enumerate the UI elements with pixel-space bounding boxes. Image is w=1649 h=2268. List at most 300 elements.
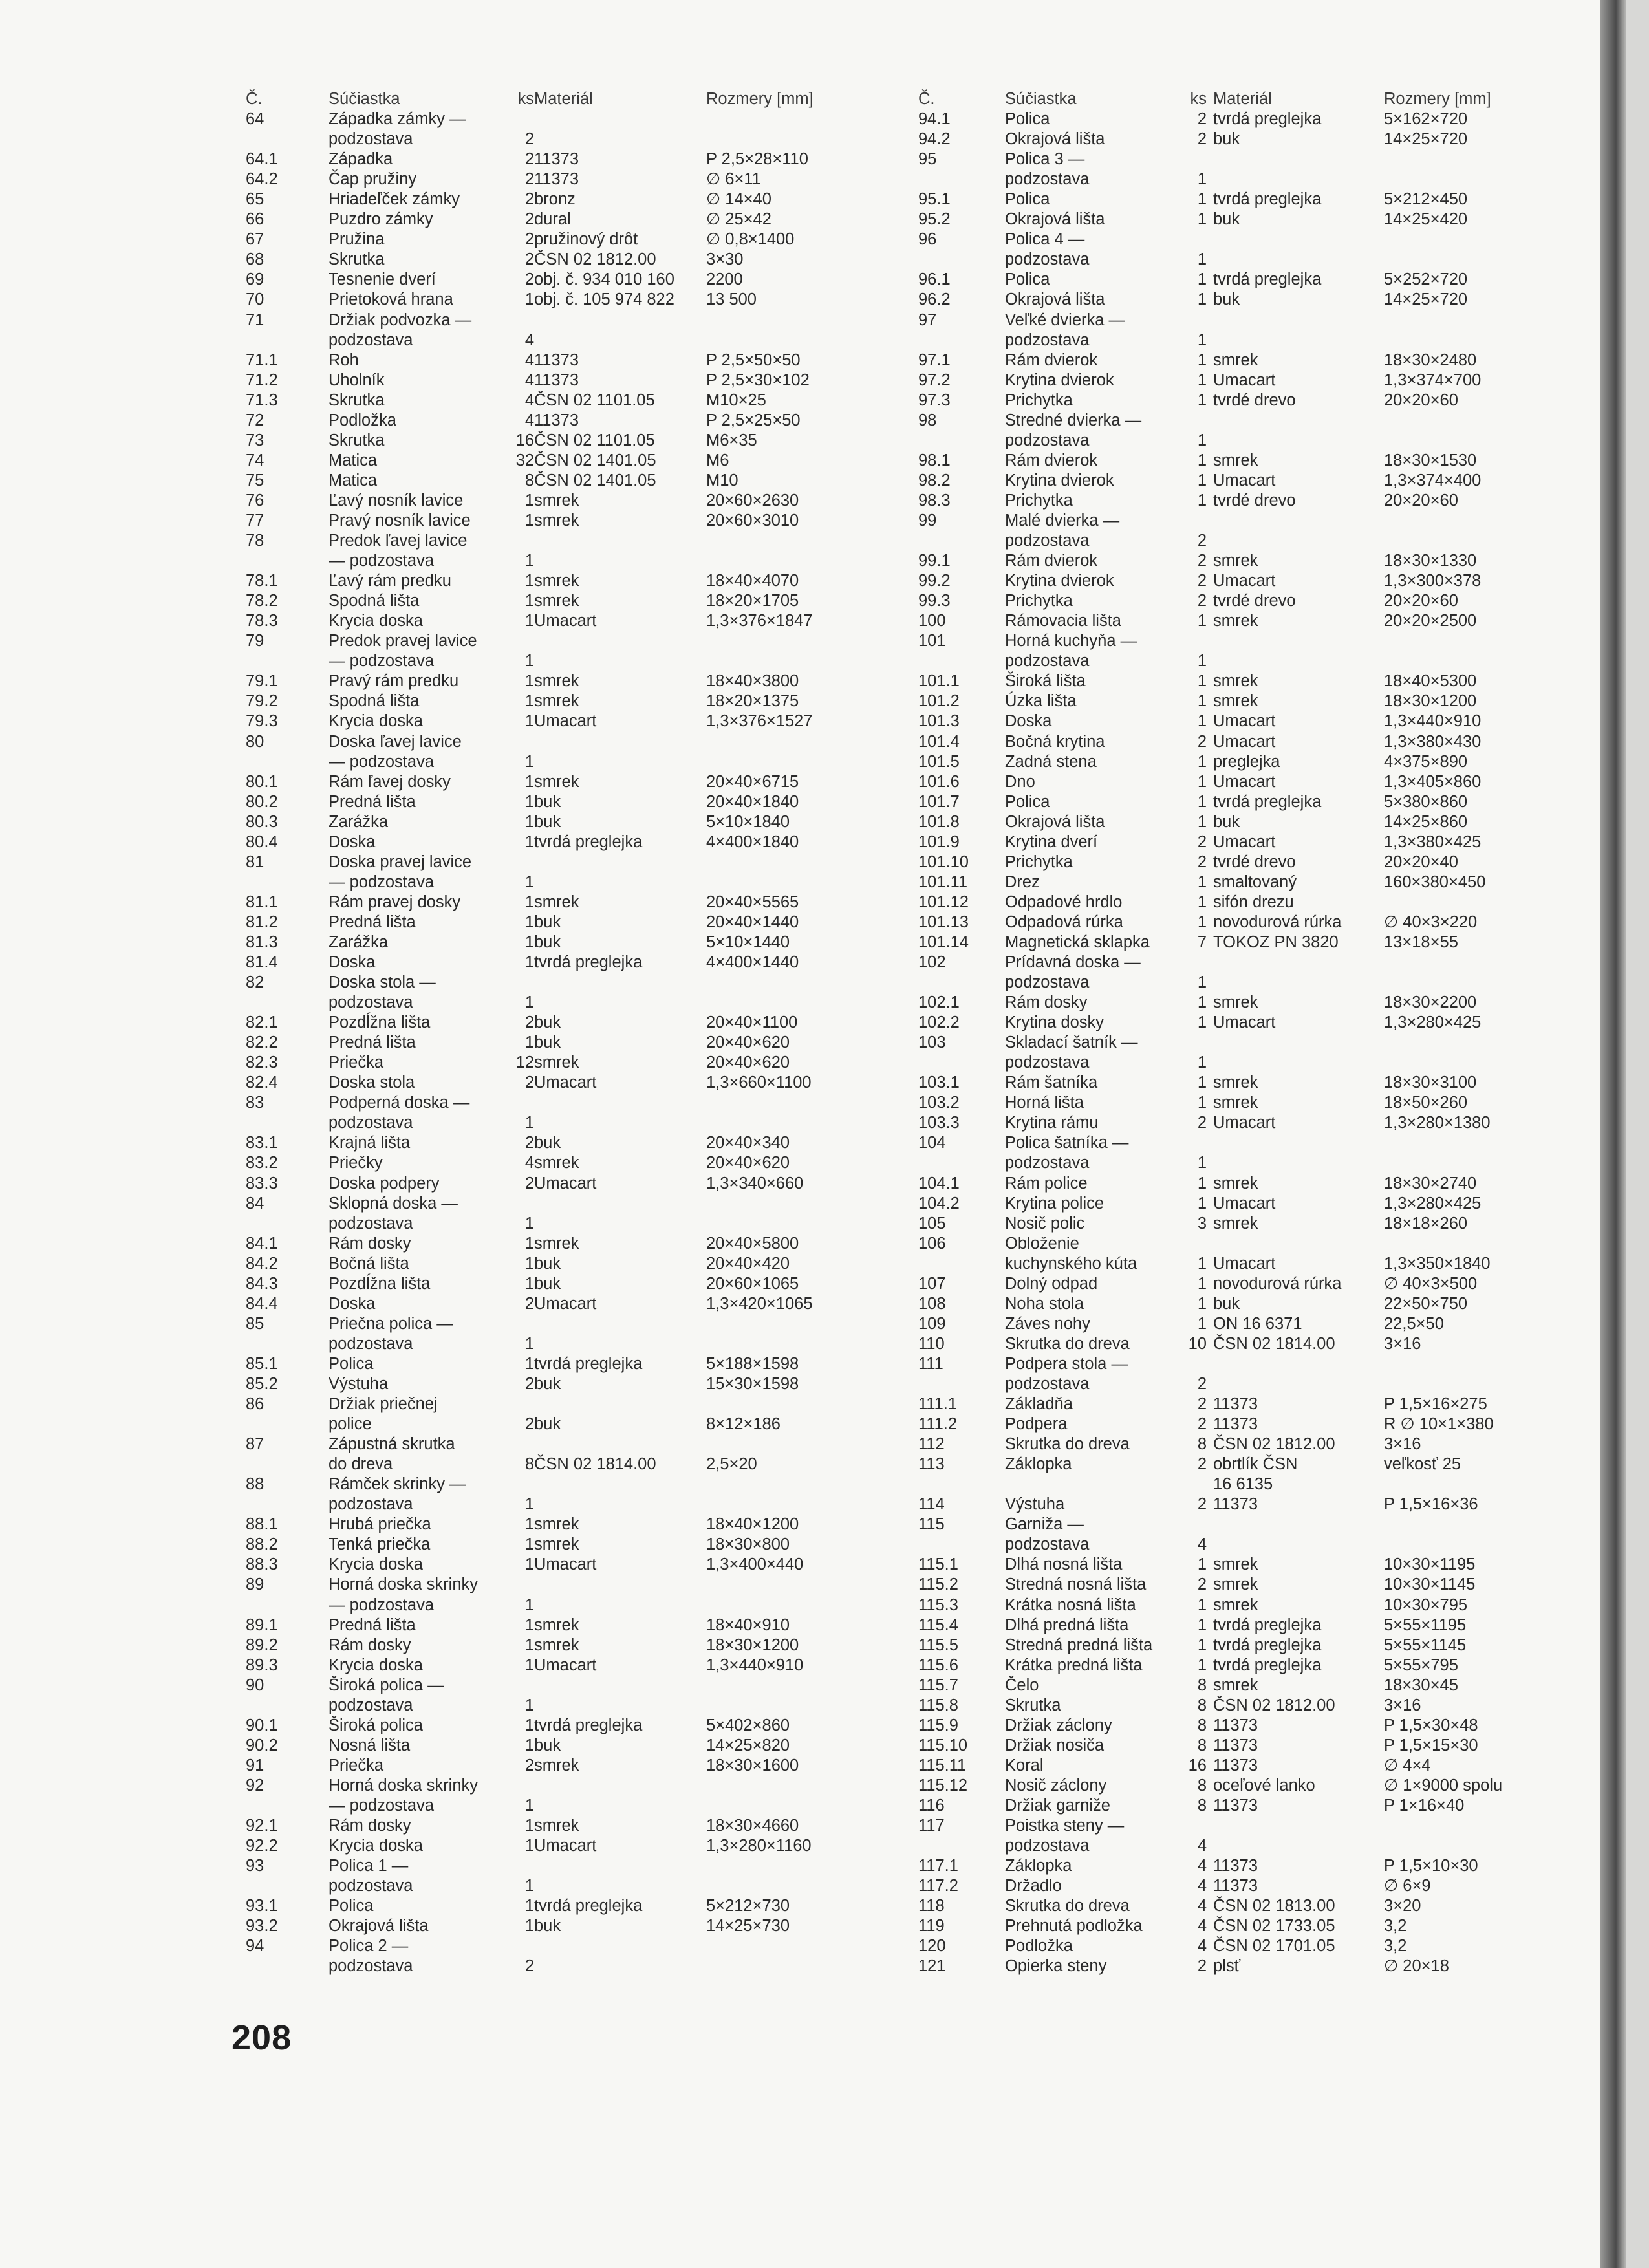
count: 2 — [1197, 852, 1207, 871]
part-name: podzostava — [329, 1214, 413, 1233]
dimensions: 18×30×1200 — [1384, 692, 1477, 711]
count: 1 — [524, 1234, 534, 1253]
table-row — [246, 1555, 879, 1575]
material: Umacart — [534, 1656, 597, 1674]
material: smrek — [534, 772, 579, 791]
dimensions: 13×18×55 — [1384, 933, 1458, 951]
count: 2 — [1197, 110, 1207, 129]
table-row — [246, 1816, 879, 1836]
part-name: Podpera — [1005, 1415, 1068, 1434]
dimensions: 18×30×45 — [1384, 1676, 1458, 1694]
part-name: podzostava — [1005, 170, 1090, 189]
dimensions: 20×40×620 — [706, 1053, 790, 1072]
table-row — [246, 109, 879, 129]
table-row — [918, 1595, 1546, 1615]
dimensions: 22×50×750 — [1384, 1294, 1468, 1313]
dimensions: 20×40×6715 — [706, 772, 799, 791]
row-number: 101.3 — [918, 712, 960, 731]
dimensions: 18×30×4660 — [706, 1817, 799, 1835]
table-row — [246, 913, 879, 933]
table-row — [918, 290, 1546, 310]
parts-table-left — [246, 89, 879, 1976]
table-row — [918, 1093, 1546, 1113]
count: 2 — [1197, 130, 1207, 149]
part-name: Skrutka do dreva — [1005, 1435, 1130, 1454]
part-name: Držiak záclony — [1005, 1716, 1112, 1734]
table-row — [246, 310, 879, 330]
row-number: 108 — [918, 1294, 946, 1313]
part-name: podzostava — [1005, 1154, 1090, 1172]
dimensions: 14×25×820 — [706, 1736, 790, 1755]
part-name: Krytina police — [1005, 1194, 1105, 1213]
count: 1 — [1197, 431, 1207, 449]
table-row — [918, 1776, 1546, 1796]
material: 11373 — [1213, 1877, 1258, 1895]
table-row — [246, 1374, 879, 1394]
dimensions: 14×25×720 — [1384, 290, 1468, 309]
dimensions: R ∅ 10×1×380 — [1384, 1415, 1494, 1434]
table-row — [918, 129, 1546, 149]
dimensions: 1,3×400×440 — [706, 1555, 804, 1574]
part-name: Zápustná skrutka — [329, 1435, 455, 1454]
dimensions: 20×40×340 — [706, 1134, 790, 1152]
row-number: 95.1 — [918, 190, 951, 209]
row-number: 80.1 — [246, 772, 278, 791]
count: 1 — [1197, 471, 1207, 490]
count: 32 — [515, 451, 534, 470]
count: 1 — [1197, 792, 1207, 811]
row-number: 117.2 — [918, 1877, 958, 1895]
part-name: Rám ľavej dosky — [329, 772, 451, 791]
part-name: Skladací šatník — — [1005, 1033, 1138, 1052]
material: 11373 — [534, 170, 579, 189]
table-row — [246, 1936, 879, 1956]
count: 1 — [524, 1033, 534, 1052]
table-row — [918, 1876, 1546, 1896]
table-row — [918, 1676, 1546, 1696]
count: 4 — [1197, 1535, 1207, 1554]
part-name: Predná lišta — [329, 792, 416, 811]
parts-table-right — [918, 89, 1546, 1976]
material: buk — [1213, 130, 1240, 149]
dimensions: 1,3×380×425 — [1384, 832, 1482, 851]
table-row — [918, 1334, 1546, 1354]
dimensions: 15×30×1598 — [706, 1375, 799, 1393]
row-number: 87 — [246, 1435, 264, 1454]
row-number: 114 — [918, 1495, 945, 1514]
part-name: Doska — [329, 953, 376, 972]
table-row — [918, 611, 1546, 631]
part-name: Okrajová lišta — [1005, 130, 1105, 149]
material: smrek — [1213, 612, 1258, 631]
part-name: Pravý rám predku — [329, 672, 459, 691]
material: smrek — [534, 892, 579, 911]
table-header — [246, 89, 879, 109]
row-number: 90.2 — [246, 1736, 278, 1755]
table-row — [918, 973, 1546, 993]
table-row — [918, 351, 1546, 371]
material: buk — [534, 1254, 561, 1273]
dimensions: 4×400×1840 — [706, 832, 799, 851]
material: Umacart — [534, 1174, 597, 1193]
count: 2 — [524, 250, 534, 269]
table-row — [918, 1515, 1546, 1535]
table-row — [246, 1013, 879, 1033]
row-number: 81.1 — [246, 892, 278, 911]
material: smrek — [1213, 351, 1258, 369]
material: Umacart — [1213, 832, 1276, 851]
row-number: 97 — [918, 310, 937, 329]
part-name: Predok ľavej lavice — [329, 532, 468, 550]
part-name: Široká lišta — [1005, 672, 1086, 691]
part-name: Polica — [329, 1897, 374, 1916]
header-dimensions: Rozmery [mm] — [706, 90, 814, 108]
table-row — [246, 1736, 879, 1756]
count: 1 — [524, 511, 534, 530]
row-number: 82 — [246, 973, 264, 992]
part-name: Opierka steny — [1005, 1957, 1107, 1976]
part-name: Doska — [329, 832, 376, 851]
count: 1 — [524, 812, 534, 831]
row-number: 115.9 — [918, 1716, 958, 1734]
count: 1 — [524, 1897, 534, 1916]
row-number: 88.2 — [246, 1535, 278, 1554]
table-row — [246, 1234, 879, 1254]
row-number: 106 — [918, 1234, 946, 1253]
part-name: Rám dosky — [329, 1817, 411, 1835]
material: smrek — [1213, 1676, 1258, 1694]
table-header — [918, 89, 1546, 109]
table-row — [246, 1093, 879, 1113]
material: Umacart — [534, 1294, 597, 1313]
part-name: Uholník — [329, 371, 385, 389]
table-row — [246, 1073, 879, 1093]
count: 2 — [1197, 1957, 1207, 1976]
count: 1 — [1197, 672, 1207, 691]
dimensions: P 1,5×30×48 — [1384, 1716, 1478, 1734]
table-row — [246, 471, 879, 491]
count: 4 — [1197, 1877, 1207, 1895]
table-row — [918, 691, 1546, 711]
part-name: Prichytka — [1005, 491, 1073, 510]
row-number: 96.1 — [918, 270, 951, 289]
row-number: 103.3 — [918, 1114, 960, 1132]
count: 8 — [1197, 1736, 1207, 1755]
row-number: 68 — [246, 250, 264, 269]
dimensions: 18×40×3800 — [706, 672, 799, 691]
row-number: 115.1 — [918, 1555, 958, 1574]
material: ČSN 02 1812.00 — [534, 250, 656, 269]
table-row — [246, 1474, 879, 1495]
table-row — [918, 210, 1546, 230]
row-number: 82.3 — [246, 1053, 278, 1072]
count: 8 — [1197, 1696, 1207, 1714]
part-name: Držiak podvozka — — [329, 310, 472, 329]
row-number: 115.7 — [918, 1676, 958, 1694]
count: 1 — [524, 772, 534, 791]
material: tvrdá preglejka — [534, 1716, 643, 1734]
table-row — [246, 511, 879, 531]
part-name: Stredná nosná lišta — [1005, 1575, 1147, 1594]
count: 8 — [524, 471, 534, 490]
table-row — [918, 149, 1546, 169]
dimensions: 20×60×1065 — [706, 1274, 799, 1293]
row-number: 115.11 — [918, 1756, 967, 1775]
table-row — [918, 1073, 1546, 1093]
dimensions: 18×30×1330 — [1384, 552, 1477, 570]
count: 1 — [524, 1334, 534, 1353]
row-number: 101.8 — [918, 812, 960, 831]
material: buk — [534, 933, 561, 951]
table-row — [918, 1696, 1546, 1716]
part-name: Skrutka — [1005, 1696, 1061, 1714]
part-name: Doska — [329, 1294, 376, 1313]
table-row — [246, 1676, 879, 1696]
count: 1 — [524, 1595, 534, 1614]
part-name: Garniža — — [1005, 1515, 1084, 1534]
count: 1 — [1197, 250, 1207, 269]
material: tvrdá preglejka — [1213, 190, 1322, 209]
dimensions: 20×40×620 — [706, 1033, 790, 1052]
table-row — [246, 451, 879, 471]
table-row — [246, 551, 879, 571]
count: 8 — [1197, 1776, 1207, 1795]
table-row — [918, 1314, 1546, 1334]
row-number: 79.3 — [246, 712, 278, 731]
count: 1 — [1197, 752, 1207, 771]
count: 4 — [524, 391, 534, 409]
dimensions: 8×12×186 — [706, 1415, 781, 1434]
count: 1 — [524, 612, 534, 631]
count: 1 — [524, 792, 534, 811]
count: 1 — [1197, 270, 1207, 289]
dimensions: 5×10×1440 — [706, 933, 790, 951]
table-row — [918, 1836, 1546, 1856]
count: 8 — [1197, 1676, 1207, 1694]
row-number: 64.1 — [246, 150, 278, 169]
material: smrek — [534, 572, 579, 590]
material: buk — [1213, 812, 1240, 831]
dimensions: 3,2 — [1384, 1917, 1407, 1936]
count: 1 — [1197, 1636, 1207, 1654]
material: sifón drezu — [1213, 892, 1294, 911]
dimensions: 5×252×720 — [1384, 270, 1468, 289]
row-number: 109 — [918, 1314, 946, 1333]
row-number: 95.2 — [918, 210, 951, 229]
count: 2 — [1197, 1375, 1207, 1393]
material: ČSN 02 1401.05 — [534, 451, 656, 470]
dimensions: 5×55×1195 — [1384, 1615, 1467, 1634]
dimensions: 1,3×440×910 — [1384, 712, 1482, 731]
part-name: Krycia doska — [329, 1555, 423, 1574]
part-name: Noha stola — [1005, 1294, 1084, 1313]
part-name: — podzostava — [329, 1595, 435, 1614]
material: ČSN 02 1101.05 — [534, 391, 655, 409]
table-row — [246, 1254, 879, 1274]
count: 1 — [524, 913, 534, 931]
header-number: Č. — [246, 90, 263, 108]
row-number: 82.2 — [246, 1033, 278, 1052]
part-name: Matica — [329, 451, 378, 470]
row-number: 121 — [918, 1957, 946, 1976]
count: 1 — [1197, 371, 1207, 389]
count: 12 — [515, 1053, 534, 1072]
count: 1 — [524, 1495, 534, 1514]
dimensions: 14×25×720 — [1384, 130, 1468, 149]
table-row — [918, 1575, 1546, 1595]
row-number: 84 — [246, 1194, 264, 1213]
count: 1 — [1197, 1154, 1207, 1172]
row-number: 81.2 — [246, 913, 278, 931]
row-number: 101.6 — [918, 772, 960, 791]
count: 1 — [524, 953, 534, 972]
part-name: Polica 2 — — [329, 1937, 409, 1956]
count: 2 — [524, 230, 534, 249]
part-name: Polica — [1005, 792, 1050, 811]
row-number: 83.3 — [246, 1174, 278, 1193]
row-number: 116 — [918, 1796, 945, 1815]
part-name: Skrutka — [329, 431, 385, 449]
material: tvrdá preglejka — [1213, 270, 1322, 289]
dimensions: 1,3×376×1527 — [706, 712, 813, 731]
table-row — [918, 1133, 1546, 1153]
table-row — [246, 1776, 879, 1796]
row-number: 98.3 — [918, 491, 951, 510]
table-row — [246, 290, 879, 310]
count: 1 — [524, 652, 534, 671]
count: 1 — [524, 1535, 534, 1554]
dimensions: 5×55×795 — [1384, 1656, 1458, 1674]
row-number: 89.1 — [246, 1615, 278, 1634]
row-number: 101.12 — [918, 892, 969, 911]
part-name: Horná doska skrinky — [329, 1776, 479, 1795]
row-number: 84.4 — [246, 1294, 278, 1313]
part-name: Krytina rámu — [1005, 1114, 1099, 1132]
table-row — [918, 671, 1546, 691]
table-row — [246, 411, 879, 431]
part-name: Pružina — [329, 230, 385, 249]
row-number: 99.1 — [918, 552, 951, 570]
table-row — [918, 411, 1546, 431]
part-name: Sklopná doska — — [329, 1194, 458, 1213]
count: 1 — [1197, 973, 1207, 992]
count: 1 — [524, 832, 534, 851]
material: buk — [534, 1375, 561, 1393]
table-row — [246, 1796, 879, 1816]
dimensions: P 1,5×16×36 — [1384, 1495, 1478, 1514]
material: Umacart — [1213, 471, 1276, 490]
count: 2 — [1197, 592, 1207, 610]
row-number: 79.2 — [246, 692, 278, 711]
dimensions: P 1×16×40 — [1384, 1796, 1465, 1815]
dimensions: 13 500 — [706, 290, 757, 309]
part-name: Výstuha — [329, 1375, 389, 1393]
count: 2 — [524, 1174, 534, 1193]
count: 1 — [1197, 1013, 1207, 1032]
count: 1 — [1197, 1595, 1207, 1614]
count: 1 — [1197, 210, 1207, 229]
part-name: Rám dosky — [329, 1234, 411, 1253]
table-row — [246, 1535, 879, 1555]
dimensions: 5×55×1145 — [1384, 1636, 1467, 1654]
table-row — [918, 1033, 1546, 1053]
count: 2 — [524, 210, 534, 229]
table-row — [246, 1696, 879, 1716]
table-row — [246, 651, 879, 671]
dimensions: 20×20×60 — [1384, 491, 1458, 510]
count: 4 — [524, 1154, 534, 1172]
material: tvrdé drevo — [1213, 592, 1296, 610]
table-row — [918, 1414, 1546, 1434]
row-number: 64.2 — [246, 170, 278, 189]
part-name: Horná kuchyňa — — [1005, 632, 1137, 651]
table-row — [918, 250, 1546, 270]
table-row — [246, 1033, 879, 1053]
table-row — [246, 1274, 879, 1294]
table-row — [246, 1856, 879, 1876]
table-row — [246, 1294, 879, 1314]
count: 2 — [1197, 732, 1207, 751]
dimensions: 4×375×890 — [1384, 752, 1468, 771]
part-name: Krycia doska — [329, 712, 423, 731]
part-name: Držadlo — [1005, 1877, 1062, 1895]
table-row — [918, 1214, 1546, 1234]
material: buk — [534, 1917, 561, 1936]
part-name: Priečka — [329, 1756, 384, 1775]
count: 1 — [1197, 1174, 1207, 1193]
count: 1 — [1197, 993, 1207, 1012]
dimensions: 5×10×1840 — [706, 812, 790, 831]
table-row — [246, 149, 879, 169]
dimensions: 3×20 — [1384, 1897, 1421, 1916]
material: 11373 — [1213, 1857, 1258, 1875]
dimensions: 14×25×860 — [1384, 812, 1468, 831]
material: tvrdá preglejka — [1213, 110, 1322, 129]
row-number: 115.10 — [918, 1736, 968, 1755]
table-row — [918, 872, 1546, 892]
header-dimensions: Rozmery [mm] — [1384, 90, 1491, 108]
row-number: 113 — [918, 1455, 945, 1474]
table-row — [918, 913, 1546, 933]
row-number: 83.2 — [246, 1154, 278, 1172]
table-row — [246, 711, 879, 731]
table-row — [246, 491, 879, 511]
row-number: 88.1 — [246, 1515, 278, 1534]
material: smrek — [1213, 1595, 1258, 1614]
part-name: Skrutka do dreva — [1005, 1897, 1130, 1916]
part-name: Základňa — [1005, 1395, 1073, 1414]
count: 1 — [1197, 290, 1207, 309]
part-name: podzostava — [1005, 1053, 1090, 1072]
table-body — [246, 109, 879, 1976]
count: 1 — [1197, 1615, 1207, 1634]
row-number: 115.6 — [918, 1656, 958, 1674]
part-name: Výstuha — [1005, 1495, 1065, 1514]
table-row — [246, 1334, 879, 1354]
dimensions: ∅ 6×9 — [1384, 1877, 1431, 1895]
count: 1 — [1197, 1656, 1207, 1674]
dimensions: ∅ 20×18 — [1384, 1957, 1449, 1976]
part-name: Polica šatníka — — [1005, 1134, 1129, 1152]
count: 1 — [524, 1716, 534, 1734]
material: smrek — [534, 1636, 579, 1654]
part-name: Veľké dvierka — — [1005, 310, 1126, 329]
part-name: Okrajová lišta — [329, 1917, 429, 1936]
material: buk — [534, 1033, 561, 1052]
part-name: kuchynského kúta — [1005, 1254, 1137, 1273]
part-name: Rám dvierok — [1005, 552, 1098, 570]
part-name: Polica — [1005, 110, 1050, 129]
